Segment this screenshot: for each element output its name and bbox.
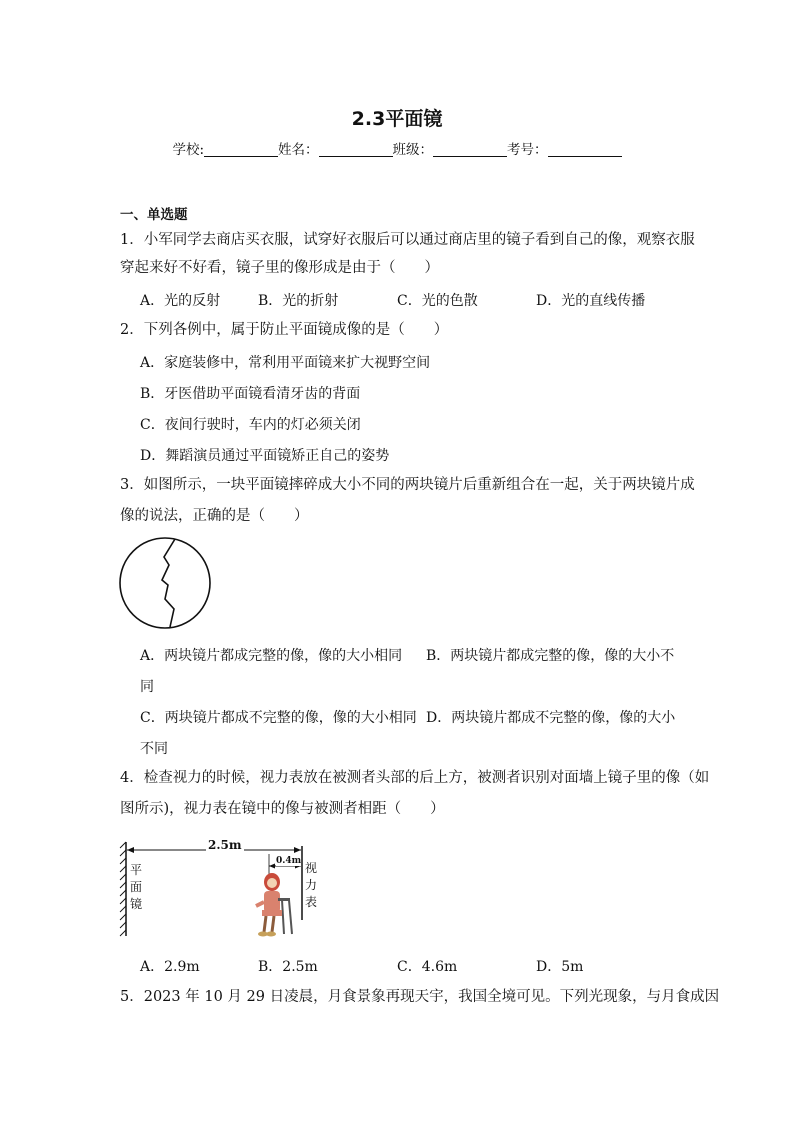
student-info — [0, 138, 794, 158]
page-title: 2.3平面镜 — [351, 108, 443, 130]
question-3-option-b[interactable]: B．两块镜片都成完整的像，像的大小不 — [426, 648, 675, 664]
eye-chart-label: 视 力 表 — [305, 861, 318, 909]
school-field[interactable] — [204, 142, 278, 157]
question-3-option-d[interactable]: D．两块镜片都成不完整的像，像的大小 — [426, 710, 676, 726]
question-3-option-a[interactable]: A．两块镜片都成完整的像，像的大小相同 — [140, 648, 403, 664]
question-4-option-b[interactable]: B．2.5m — [258, 959, 318, 975]
question-1-option-a[interactable]: A．光的反射 — [140, 293, 221, 309]
question-1-line-2: 穿起来好不好看，镜子里的像形成是由于（ ） — [120, 260, 439, 276]
question-1-option-d[interactable]: D．光的直线传播 — [536, 293, 646, 309]
question-3-option-b-wrap: 同 — [140, 679, 154, 695]
question-2-option-c[interactable]: C．夜间行驶时，车内的灯必须关闭 — [140, 417, 361, 433]
question-4-line-2: 图所示)，视力表在镜中的像与被测者相距（ ） — [120, 801, 445, 817]
question-2-option-a[interactable]: A．家庭装修中，常利用平面镜来扩大视野空间 — [140, 355, 431, 371]
question-1-option-b[interactable]: B．光的折射 — [258, 293, 339, 309]
question-3-line-2: 像的说法，正确的是（ ） — [120, 508, 309, 524]
section-heading: 一、单选题 — [120, 207, 188, 223]
question-3-option-c[interactable]: C．两块镜片都成不完整的像，像的大小相同 — [140, 710, 417, 726]
question-4-option-d[interactable]: D．5m — [536, 959, 584, 975]
broken-mirror-figure — [118, 535, 214, 631]
distance-short-label: 0.4m — [276, 856, 302, 866]
eye-test-figure — [118, 836, 328, 942]
question-1-line-1: 1．小军同学去商店买衣服，试穿好衣服后可以通过商店里的镜子看到自己的像，观察衣服 — [120, 232, 695, 248]
person-icon — [256, 873, 292, 937]
question-4-option-a[interactable]: A．2.9m — [140, 959, 200, 975]
question-1-option-c[interactable]: C．光的色散 — [397, 293, 478, 309]
exam-no-field[interactable] — [548, 142, 622, 157]
question-3-option-d-wrap: 不同 — [140, 741, 168, 757]
question-2-option-d[interactable]: D．舞蹈演员通过平面镜矫正自己的姿势 — [140, 448, 390, 464]
question-2-line-1: 2．下列各例中，属于防止平面镜成像的是（ ） — [120, 322, 449, 338]
name-label: 姓名： — [278, 142, 319, 158]
school-label: 学校: — [172, 142, 205, 158]
question-4-line-1: 4．检查视力的时候，视力表放在被测者头部的后上方，被测者识别对面墙上镜子里的像（如 — [120, 770, 710, 786]
question-5-line-1: 5．2023 年 10 月 29 日凌晨，月食景象再现天宇，我国全境可见。下列光现象，与月食成因 — [120, 989, 720, 1005]
name-field[interactable] — [319, 142, 393, 157]
question-4-option-c[interactable]: C．4.6m — [397, 959, 458, 975]
class-field[interactable] — [433, 142, 507, 157]
class-label: 班级： — [392, 142, 434, 158]
question-3-line-1: 3．如图所示，一块平面镜摔碎成大小不同的两块镜片后重新组合在一起，关于两块镜片成 — [120, 477, 695, 493]
question-2-option-b[interactable]: B．牙医借助平面镜看清牙齿的背面 — [140, 386, 361, 402]
mirror-label: 平 面 镜 — [130, 863, 143, 911]
crack-line — [162, 539, 175, 627]
distance-long-label: 2.5m — [208, 838, 242, 852]
exam-no-label: 考号： — [507, 142, 548, 158]
